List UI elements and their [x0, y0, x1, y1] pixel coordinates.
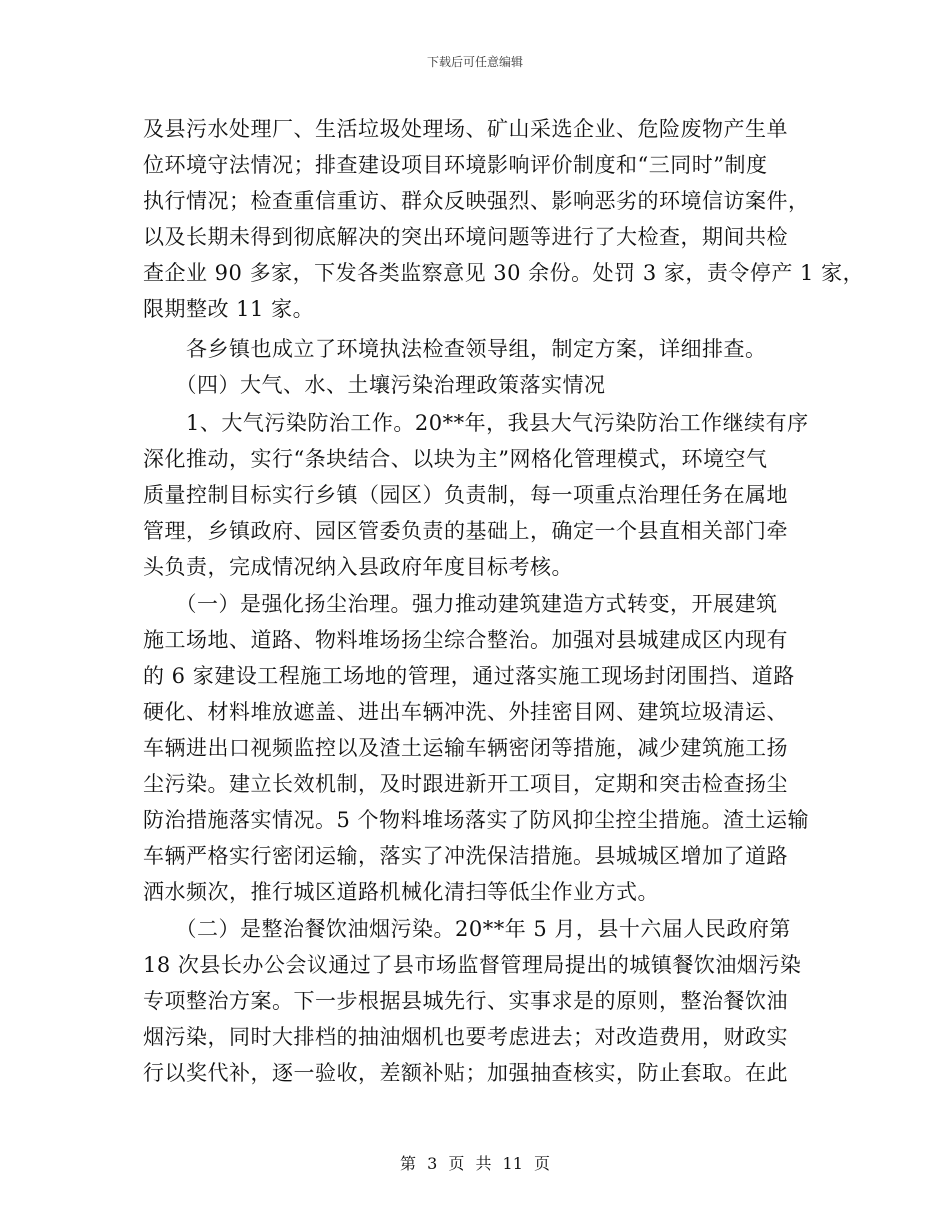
- text-line: 限期整改 11 家。: [143, 297, 315, 321]
- text-line: 防治措施落实情况。5 个物料堆场落实了防风抑尘控尘措施。渣土运输: [143, 808, 810, 832]
- text-line: 的 6 家建设工程施工场地的管理，通过落实施工现场封闭围挡、道路: [143, 664, 795, 688]
- text-line: 位环境守法情况；排查建设项目环境影响评价制度和“三同时”制度: [143, 153, 768, 177]
- page-header: 下载后可任意编辑: [426, 55, 523, 69]
- text-line: 查企业 90 多家，下发各类监察意见 30 余份。处罚 3 家，责令停产 1 家，: [143, 261, 865, 285]
- text-line: 及县污水处理厂、生活垃圾处理场、矿山采选企业、危险废物产生单: [143, 117, 788, 141]
- text-line: 硬化、材料堆放遮盖、进出车辆冲洗、外挂密目网、建筑垃圾清运、: [143, 700, 788, 724]
- text-line: 头负责，完成情况纳入县政府年度目标考核。: [143, 555, 573, 579]
- text-line: 车辆进出口视频监控以及渣土运输车辆密闭等措施，减少建筑施工扬: [143, 736, 788, 760]
- text-line: 以及长期未得到彻底解决的突出环境问题等进行了大检查，期间共检: [143, 225, 788, 249]
- paragraph-3: [143, 405, 823, 585]
- text-line: 18 次县长办公会议通过了县市场监督管理局提出的城镇餐饮油烟污染: [143, 953, 802, 977]
- page-number: 第 3 页 共 11 页: [400, 1154, 550, 1173]
- text-line: 尘污染。建立长效机制，及时跟进新开工项目，定期和突击检查扬尘: [143, 772, 788, 796]
- text-line: 车辆严格实行密闭运输，落实了冲洗保洁措施。县城城区增加了道路: [143, 844, 788, 868]
- text-line: 各乡镇也成立了环境执法检查领导组，制定方案，详细排查。: [143, 337, 767, 361]
- text-line: 专项整治方案。下一步根据县城先行、实事求是的原则，整治餐饮油: [143, 989, 788, 1013]
- text-line: 洒水频次，推行城区道路机械化清扫等低尘作业方式。: [143, 880, 659, 904]
- text-line: （一）是强化扬尘治理。强力推动建筑建造方式转变，开展建筑: [143, 592, 778, 616]
- text-line: 行以奖代补，逐一验收，差额补贴；加强抽查核实，防止套取。在此: [143, 1061, 788, 1085]
- text-line: 烟污染，同时大排档的抽油烟机也要考虑进去；对改造费用，财政实: [143, 1025, 788, 1049]
- heading-line: （四）大气、水、土壤污染治理政策落实情况: [143, 373, 606, 397]
- text-line: 管理，乡镇政府、园区管委负责的基础上，确定一个县直相关部门牵: [143, 519, 788, 543]
- text-line: 1、大气污染防治工作。20**年，我县大气污染防治工作继续有序: [143, 411, 809, 435]
- paragraph-4: [143, 586, 823, 910]
- text-line: （二）是整治餐饮油烟污染。20**年 5 月，县十六届人民政府第: [143, 917, 791, 941]
- paragraph-1: [143, 111, 865, 327]
- paragraph-2: [143, 331, 823, 367]
- text-line: 施工场地、道路、物料堆场扬尘综合整治。加强对县城建成区内现有: [143, 628, 788, 652]
- text-line: 深化推动，实行“条块结合、以块为主”网格化管理模式，环境空气: [143, 447, 768, 471]
- paragraph-5: [143, 911, 823, 1091]
- text-line: 质量控制目标实行乡镇（园区）负责制，每一项重点治理任务在属地: [143, 483, 788, 507]
- section-heading: [143, 367, 823, 403]
- text-line: 执行情况；检查重信重访、群众反映强烈、影响恶劣的环境信访案件，: [143, 189, 810, 213]
